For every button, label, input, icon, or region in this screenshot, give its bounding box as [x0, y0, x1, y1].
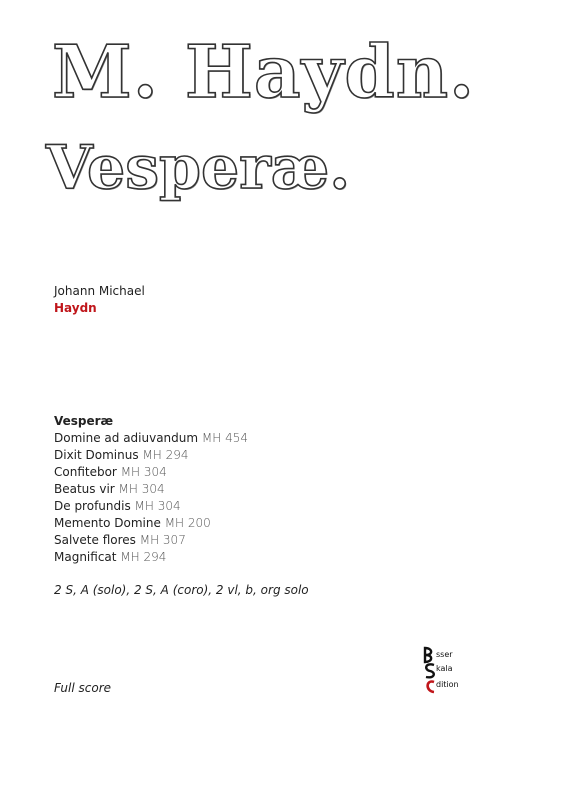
composer-first-names: Johann Michael — [54, 284, 145, 298]
publisher-logo-line: dition — [436, 680, 459, 689]
works-heading: Vesperæ — [54, 414, 114, 428]
title-main: M. Haydn. — [52, 29, 476, 114]
work-item — [54, 532, 248, 549]
composer-last-name: Haydn — [54, 301, 97, 315]
work-item — [54, 481, 248, 498]
work-name: De profundis — [54, 499, 131, 513]
work-item — [54, 464, 248, 481]
work-catalog: MH 304 — [120, 465, 167, 479]
work-name: Magnificat — [54, 550, 117, 564]
work-catalog: MH 200 — [164, 516, 211, 530]
work-item — [54, 430, 248, 447]
scoring: 2 S, A (solo), 2 S, A (coro), 2 vl, b, org solo — [54, 583, 309, 597]
work-catalog: MH 307 — [139, 533, 186, 547]
work-catalog: MH 294 — [120, 550, 167, 564]
work-name: Memento Domine — [54, 516, 161, 530]
work-name: Confitebor — [54, 465, 117, 479]
work-item — [54, 447, 248, 464]
publisher-logo — [422, 646, 472, 694]
work-name: Dixit Dominus — [54, 448, 139, 462]
work-catalog: MH 304 — [118, 482, 165, 496]
work-catalog: MH 304 — [134, 499, 181, 513]
work-catalog: MH 294 — [142, 448, 189, 462]
work-item — [54, 515, 248, 532]
work-catalog: MH 454 — [201, 431, 249, 445]
work-name: Domine ad adiuvandum — [54, 431, 199, 445]
composer-block — [54, 283, 145, 317]
work-item — [54, 549, 248, 566]
work-item — [54, 498, 248, 515]
publisher-logo-line: kala — [436, 664, 453, 673]
score-type: Full score — [54, 681, 112, 695]
work-name: Salvete flores — [54, 533, 136, 547]
work-name: Beatus vir — [54, 482, 115, 496]
works-list — [54, 413, 248, 566]
publisher-logo-line: sser — [436, 650, 453, 659]
title-subtitle: Vesperæ. — [46, 133, 351, 203]
